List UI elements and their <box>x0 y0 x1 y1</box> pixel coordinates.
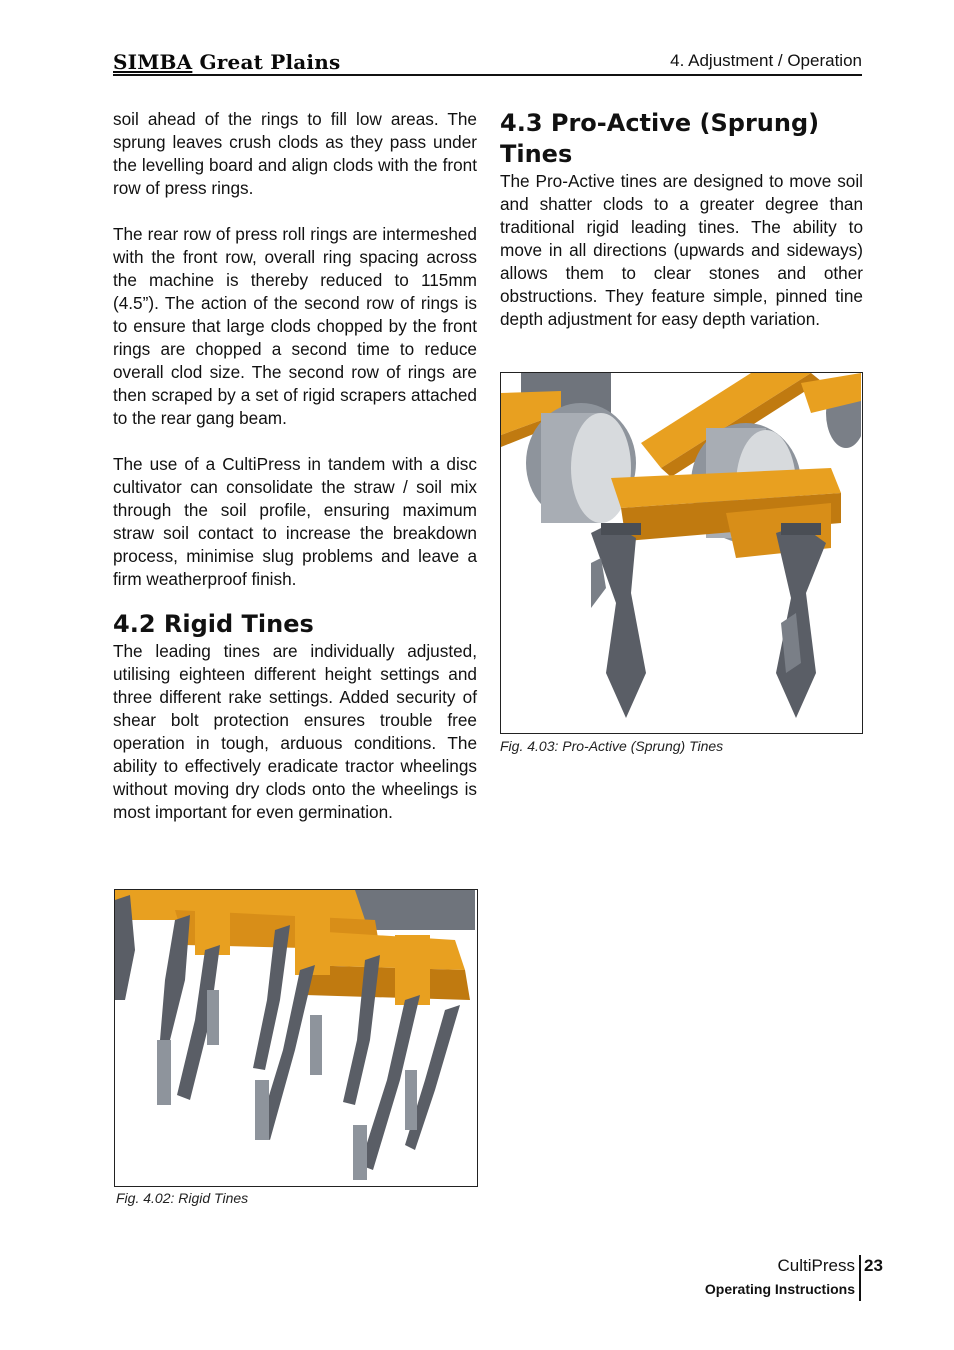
brand-great-plains: Great Plains <box>199 50 341 74</box>
footer-subtitle: Operating Instructions <box>704 1281 855 1297</box>
page-number: 23 <box>864 1256 883 1275</box>
left-column <box>113 108 477 824</box>
paragraph-rings-fill: soil ahead of the rings to fill low areas. The sprung leaves crush clods as they pass under the levelling board and align clods with the front row of press rings. <box>113 109 477 198</box>
caption-rigid-tines: Fig. 4.02: Rigid Tines <box>116 1190 249 1206</box>
paragraph-pro-active-tines: The Pro-Active tines are designed to move soil and shatter clods to a greater degree than traditional rigid leading tines. The ability to move in all directions (upwards and sideways) allows them to clear stones and other obstructions. They feature simple, pinned tine depth adjustment for easy depth variation. <box>500 171 863 329</box>
brand-logo <box>113 50 340 74</box>
footer-product-name: CultiPress <box>777 1256 855 1275</box>
right-column <box>500 108 863 331</box>
rigid-tines-illustration <box>115 890 476 1185</box>
brand-simba: SIMBA <box>113 50 193 74</box>
paragraph-tandem-use: The use of a CultiPress in tandem with a disc cultivator can consolidate the straw / soil mix through the soil profile, ensuring maximum straw soil contact to increase the breakdown process, minimise slug problems and leave a firm weatherproof finish. <box>113 454 477 589</box>
paragraph-rigid-tines: The leading tines are individually adjusted, utilising eighteen different height settings and three different rake settings. Added security of shear bolt protection ensures trouble free operation in tough, arduous conditions. The ability to effectively eradicate tractor wheelings without moving dry clods onto the wheelings is most important for even germination. <box>113 641 477 822</box>
heading-pro-active-tines: 4.3 Pro-Active (Sprung) Tines <box>500 109 820 168</box>
section-title: 4. Adjustment / Operation <box>670 51 862 70</box>
footer-divider <box>859 1255 861 1301</box>
figure-sprung-tines <box>500 372 863 734</box>
figure-rigid-tines <box>114 889 478 1187</box>
heading-rigid-tines: 4.2 Rigid Tines <box>113 610 314 638</box>
header-divider <box>113 74 862 76</box>
sprung-tines-illustration <box>501 373 861 732</box>
caption-sprung-tines: Fig. 4.03: Pro-Active (Sprung) Tines <box>500 738 724 754</box>
paragraph-rear-rings: The rear row of press roll rings are intermeshed with the front row, overall ring spacing across the machine is thereby reduced to 115mm (4.5”). The action of the second row of rings is to ensure that large clods chopped by the front rings are chopped a second time to reduce overall clod size. The second row of rings are then scraped by a set of rigid scrapers attached to the rear gang beam. <box>113 224 477 428</box>
